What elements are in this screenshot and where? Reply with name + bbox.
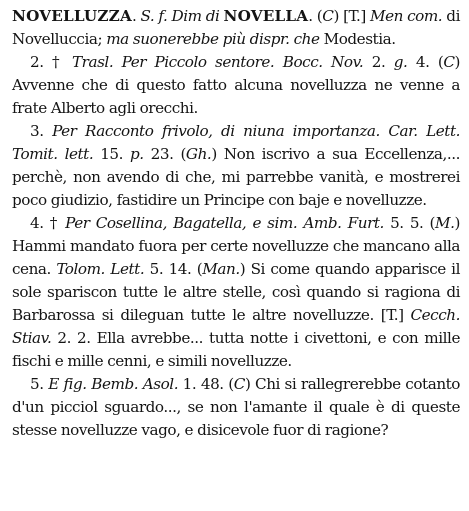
- entry-text: ) Hammi mandato fuora per certe novelluzze che mancano alla cena.: [12, 214, 460, 278]
- italic-text: C: [233, 375, 245, 393]
- italic-text: Trasl. Per Piccolo sentore. Bocc. Nov.: [71, 53, 364, 71]
- entry-paragraph-sense-4: [12, 212, 460, 373]
- entry-text: .: [131, 7, 141, 25]
- italic-text: C: [443, 53, 455, 71]
- italic-text: ma suonerebbe più dispr. che: [106, 30, 320, 48]
- entry-text: ) Chi si rallegrerebbe cotanto d'un picciol sguardo..., se non l'amante il quale è di queste stesse novelluzze vago, e disicevole fuor di ragione?: [12, 375, 460, 439]
- entry-text: 23. (: [143, 145, 186, 163]
- italic-text: Men com.: [369, 7, 443, 25]
- headword: NOVELLUZZA: [12, 7, 132, 25]
- italic-text: S. f. Dim di: [140, 7, 224, 25]
- entry-paragraph-sense-3: [12, 120, 460, 212]
- entry-text: ) Avvenne che di questo fatto alcuna novelluzza ne venne a frate Alberto agli orecchi.: [12, 53, 461, 117]
- italic-text: Cecch. Stiav.: [12, 306, 460, 347]
- entry-text: 5. 14. (: [144, 260, 203, 278]
- entry-text: 5.: [30, 375, 49, 393]
- entry-paragraph-sense-5: [12, 373, 460, 442]
- entry-paragraph-definition: [12, 5, 460, 51]
- entry-text: ) Non iscrivo a sua Eccellenza,... perchè, non avendo di che, mi parrebbe vanità, e mostrerei poco giudizio, fastidire un Principe con baje e novelluzze.: [12, 145, 460, 209]
- italic-text: E fig. Bemb. Asol.: [48, 375, 179, 393]
- entry-text: 1. 48. (: [178, 375, 234, 393]
- italic-text: Per Racconto frivolo, di niuna importanza. Car. Lett. Tomit. lett.: [12, 122, 460, 163]
- italic-text: p.: [130, 145, 144, 163]
- entry-text: 15.: [93, 145, 130, 163]
- entry-text: ) [T.]: [333, 7, 370, 25]
- entry-text: 2. 2. Ella avrebbe... tutta notte i civettoni, e con mille fischi e mille cenni, e simili novelluzze.: [12, 329, 460, 370]
- italic-text: g.: [393, 53, 408, 71]
- entry-text: 4. †: [30, 214, 66, 232]
- italic-text: Gh.: [185, 145, 212, 163]
- entry-text: . (: [308, 7, 323, 25]
- entry-text: 3.: [30, 122, 53, 140]
- entry-text: 5. 5. (: [383, 214, 436, 232]
- entry-paragraph-sense-2: [12, 51, 460, 120]
- italic-text: M.: [435, 214, 455, 232]
- entry-text: di Novelluccia;: [12, 7, 460, 48]
- headword: NOVELLA: [223, 7, 309, 25]
- entry-text: 2.: [363, 53, 394, 71]
- entry-text: 2. †: [30, 53, 72, 71]
- italic-text: C: [322, 7, 334, 25]
- entry-text: ) Si come quando apparisce il sole spariscon tutte le altre stelle, così quando si ragiona di Barbarossa si dileguan tutte le altre novelluzze. [T.]: [12, 260, 460, 324]
- italic-text: Per Cosellina, Bagatella, e sim. Amb. Furt.: [65, 214, 384, 232]
- italic-text: Tolom. Lett.: [56, 260, 145, 278]
- entry-text: Modestia.: [319, 30, 396, 48]
- entry-text: 4. (: [407, 53, 444, 71]
- italic-text: Man.: [202, 260, 240, 278]
